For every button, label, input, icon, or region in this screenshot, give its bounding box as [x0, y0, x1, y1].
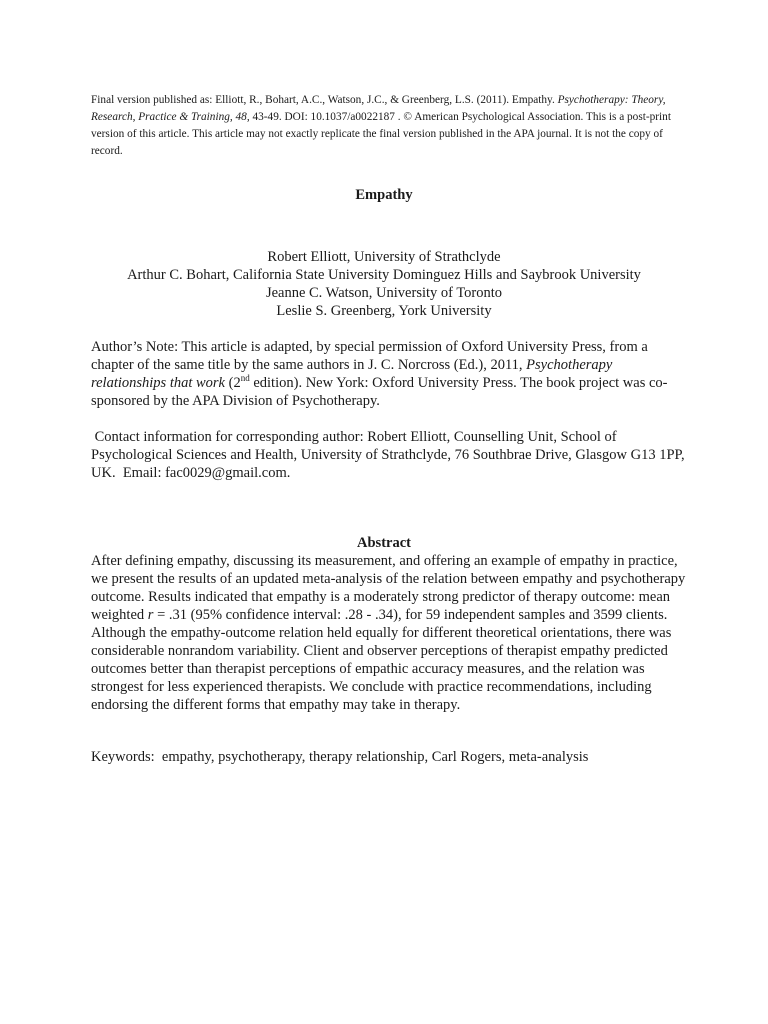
journal-name: Psychotherapy: Theory, Research, Practice & Training, 48, — [91, 94, 666, 123]
keywords: Keywords: empathy, psychotherapy, therapy relationship, Carl Rogers, meta-analysis — [91, 749, 589, 765]
publication-note-text: Final version published as: Elliott, R., Bohart, A.C., Watson, J.C., & Greenberg, L.S. (2011). Empathy. — [91, 94, 555, 106]
author-line: Robert Elliott, University of Strathclyde — [267, 249, 501, 265]
publication-note-text: 43-49. DOI: 10.1037/a0022187 . © American Psychological Association. This is a post-print version of this article. This article may not exactly replicate the final version published in the APA journal. It is not the copy of record. — [91, 111, 671, 157]
author-line: Arthur C. Bohart, California State University Dominguez Hills and Saybrook University — [127, 267, 641, 283]
author-line: Jeanne C. Watson, University of Toronto — [265, 285, 503, 301]
author-list — [0, 248, 768, 320]
paper-title: Empathy — [355, 187, 413, 203]
r-statistic: r — [147, 607, 154, 623]
abstract-text: = .31 (95% confidence interval: .28 - .34), for 59 independent samples and 3599 clients. Although the empathy-outcome relation held equally for different theoretical orientations, there was considerable nonrandom variability. Client and observer perceptions of therapist empathy predicted outcomes better than therapist perceptions of empathic accuracy measures, and the relation was strongest for less experienced therapists. We conclude with practice recommendations, including endorsing the different forms that empathy may take in therapy. — [91, 607, 672, 713]
book-title: Psychotherapy relationships that work — [91, 357, 613, 391]
edition-superscript: nd — [240, 373, 250, 384]
authors-note-text: (2 — [225, 375, 241, 391]
publication-note — [91, 92, 691, 160]
author-line: Leslie S. Greenberg, York University — [276, 303, 492, 319]
authors-note — [91, 338, 691, 410]
contact-info: Contact information for corresponding author: Robert Elliott, Counselling Unit, School of Psychological Sciences and Health, University of Strathclyde, 76 Southbrae Drive, Glasgow G13 1PP, UK. Email: fac0029@gmail.com. — [91, 429, 689, 481]
authors-note-text: edition). New York: Oxford University Press. The book project was co-sponsored by the APA Division of Psychotherapy. — [91, 375, 668, 409]
abstract-heading: Abstract — [357, 535, 411, 551]
abstract-text: After defining empathy, discussing its measurement, and offering an example of empathy in practice, we present the results of an updated meta-analysis of the relation between empathy and psychotherapy outcome. Results indicated that empathy is a moderately strong predictor of therapy outcome: mean weighted — [91, 553, 686, 623]
authors-note-text: Author’s Note: This article is adapted, by special permission of Oxford University Press, from a chapter of the same title by the same authors in J. C. Norcross (Ed.), 2011, — [91, 339, 648, 373]
abstract-body — [91, 552, 691, 714]
